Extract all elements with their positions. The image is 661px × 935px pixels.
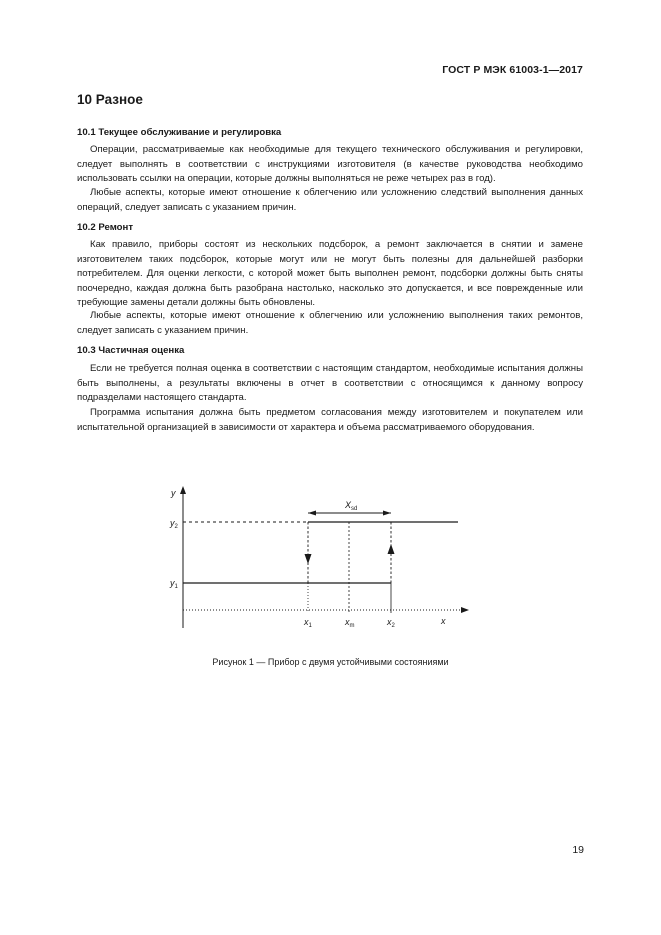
y2-label: $y_2$ — [170, 518, 178, 530]
xm-label: $x_m$ — [345, 617, 355, 629]
subsection-title-10-2: 10.2 Ремонт — [77, 222, 134, 233]
section-title: 10 Разное — [77, 92, 143, 107]
y-axis-arrow — [180, 486, 186, 494]
x-axis-arrow — [461, 607, 469, 613]
paragraph: Любые аспекты, которые имеют отношение к облегчению или усложнению выполнения таких ремонтов, следует записать с указанием причин. — [77, 310, 583, 336]
subsection-title-10-1: 10.1 Текущее обслуживание и регулировка — [77, 127, 282, 138]
subsection-title-10-3: 10.3 Частичная оценка — [77, 345, 185, 356]
xsd-right-arrow — [383, 511, 391, 516]
up-arrow — [388, 544, 395, 554]
x-axis-label: x — [441, 616, 446, 626]
paragraph: Операции, рассматриваемые как необходимые для текущего технического обслуживания и регулировки, следует выполнять в соответствии с инструкциями изготовителя (в качестве руководства необходимо использовать ссылки на операции, которые должны выполняться не реже четырех раз в год). — [77, 144, 583, 185]
page-number: 19 — [572, 844, 584, 856]
xsd-label: $X_{sd}$ — [345, 500, 358, 512]
down-arrow — [305, 554, 312, 564]
paragraph: Любые аспекты, которые имеют отношение к облегчению или усложнению следствий выполнения данных операций, следует записать с указанием причин. — [77, 187, 583, 213]
y1-label: $y_1$ — [170, 578, 178, 590]
paragraph: Как правило, приборы состоят из нескольких подсборок, а ремонт заключается в снятии и замене изготовителем таких подсборок, которые могут или не могут быть полезны для дальнейшей разборки потребителем. Для оценки легкости, с которой может быть выполнен ремонт, подсборки должны быть сняты поочередно, каждая должна быть разобрана настолько, насколько это допускается, и все поврежденные или требующие замены детали должны быть обновлены. — [77, 239, 583, 309]
x1-label: $x_1$ — [304, 617, 312, 629]
standard-id: ГОСТ Р МЭК 61003-1—2017 — [442, 64, 583, 76]
paragraph: Если не требуется полная оценка в соответствии с настоящим стандартом, необходимые испытания должны быть выполнены, а результаты включены в отчет в соответствии с относящимся к данному вопросу подразделами настоящего стандарта. — [77, 363, 583, 404]
bistable-diagram — [155, 480, 475, 640]
xsd-left-arrow — [308, 511, 316, 516]
x2-label: $x_2$ — [387, 617, 395, 629]
figure-caption: Рисунок 1 — Прибор с двумя устойчивыми состояниями — [212, 657, 449, 667]
paragraph: Программа испытания должна быть предметом согласования между изготовителем и покупателем или испытательной организацией в зависимости от характера и объема рассматриваемого оборудования. — [77, 407, 583, 433]
y-axis-label: y — [171, 488, 176, 498]
